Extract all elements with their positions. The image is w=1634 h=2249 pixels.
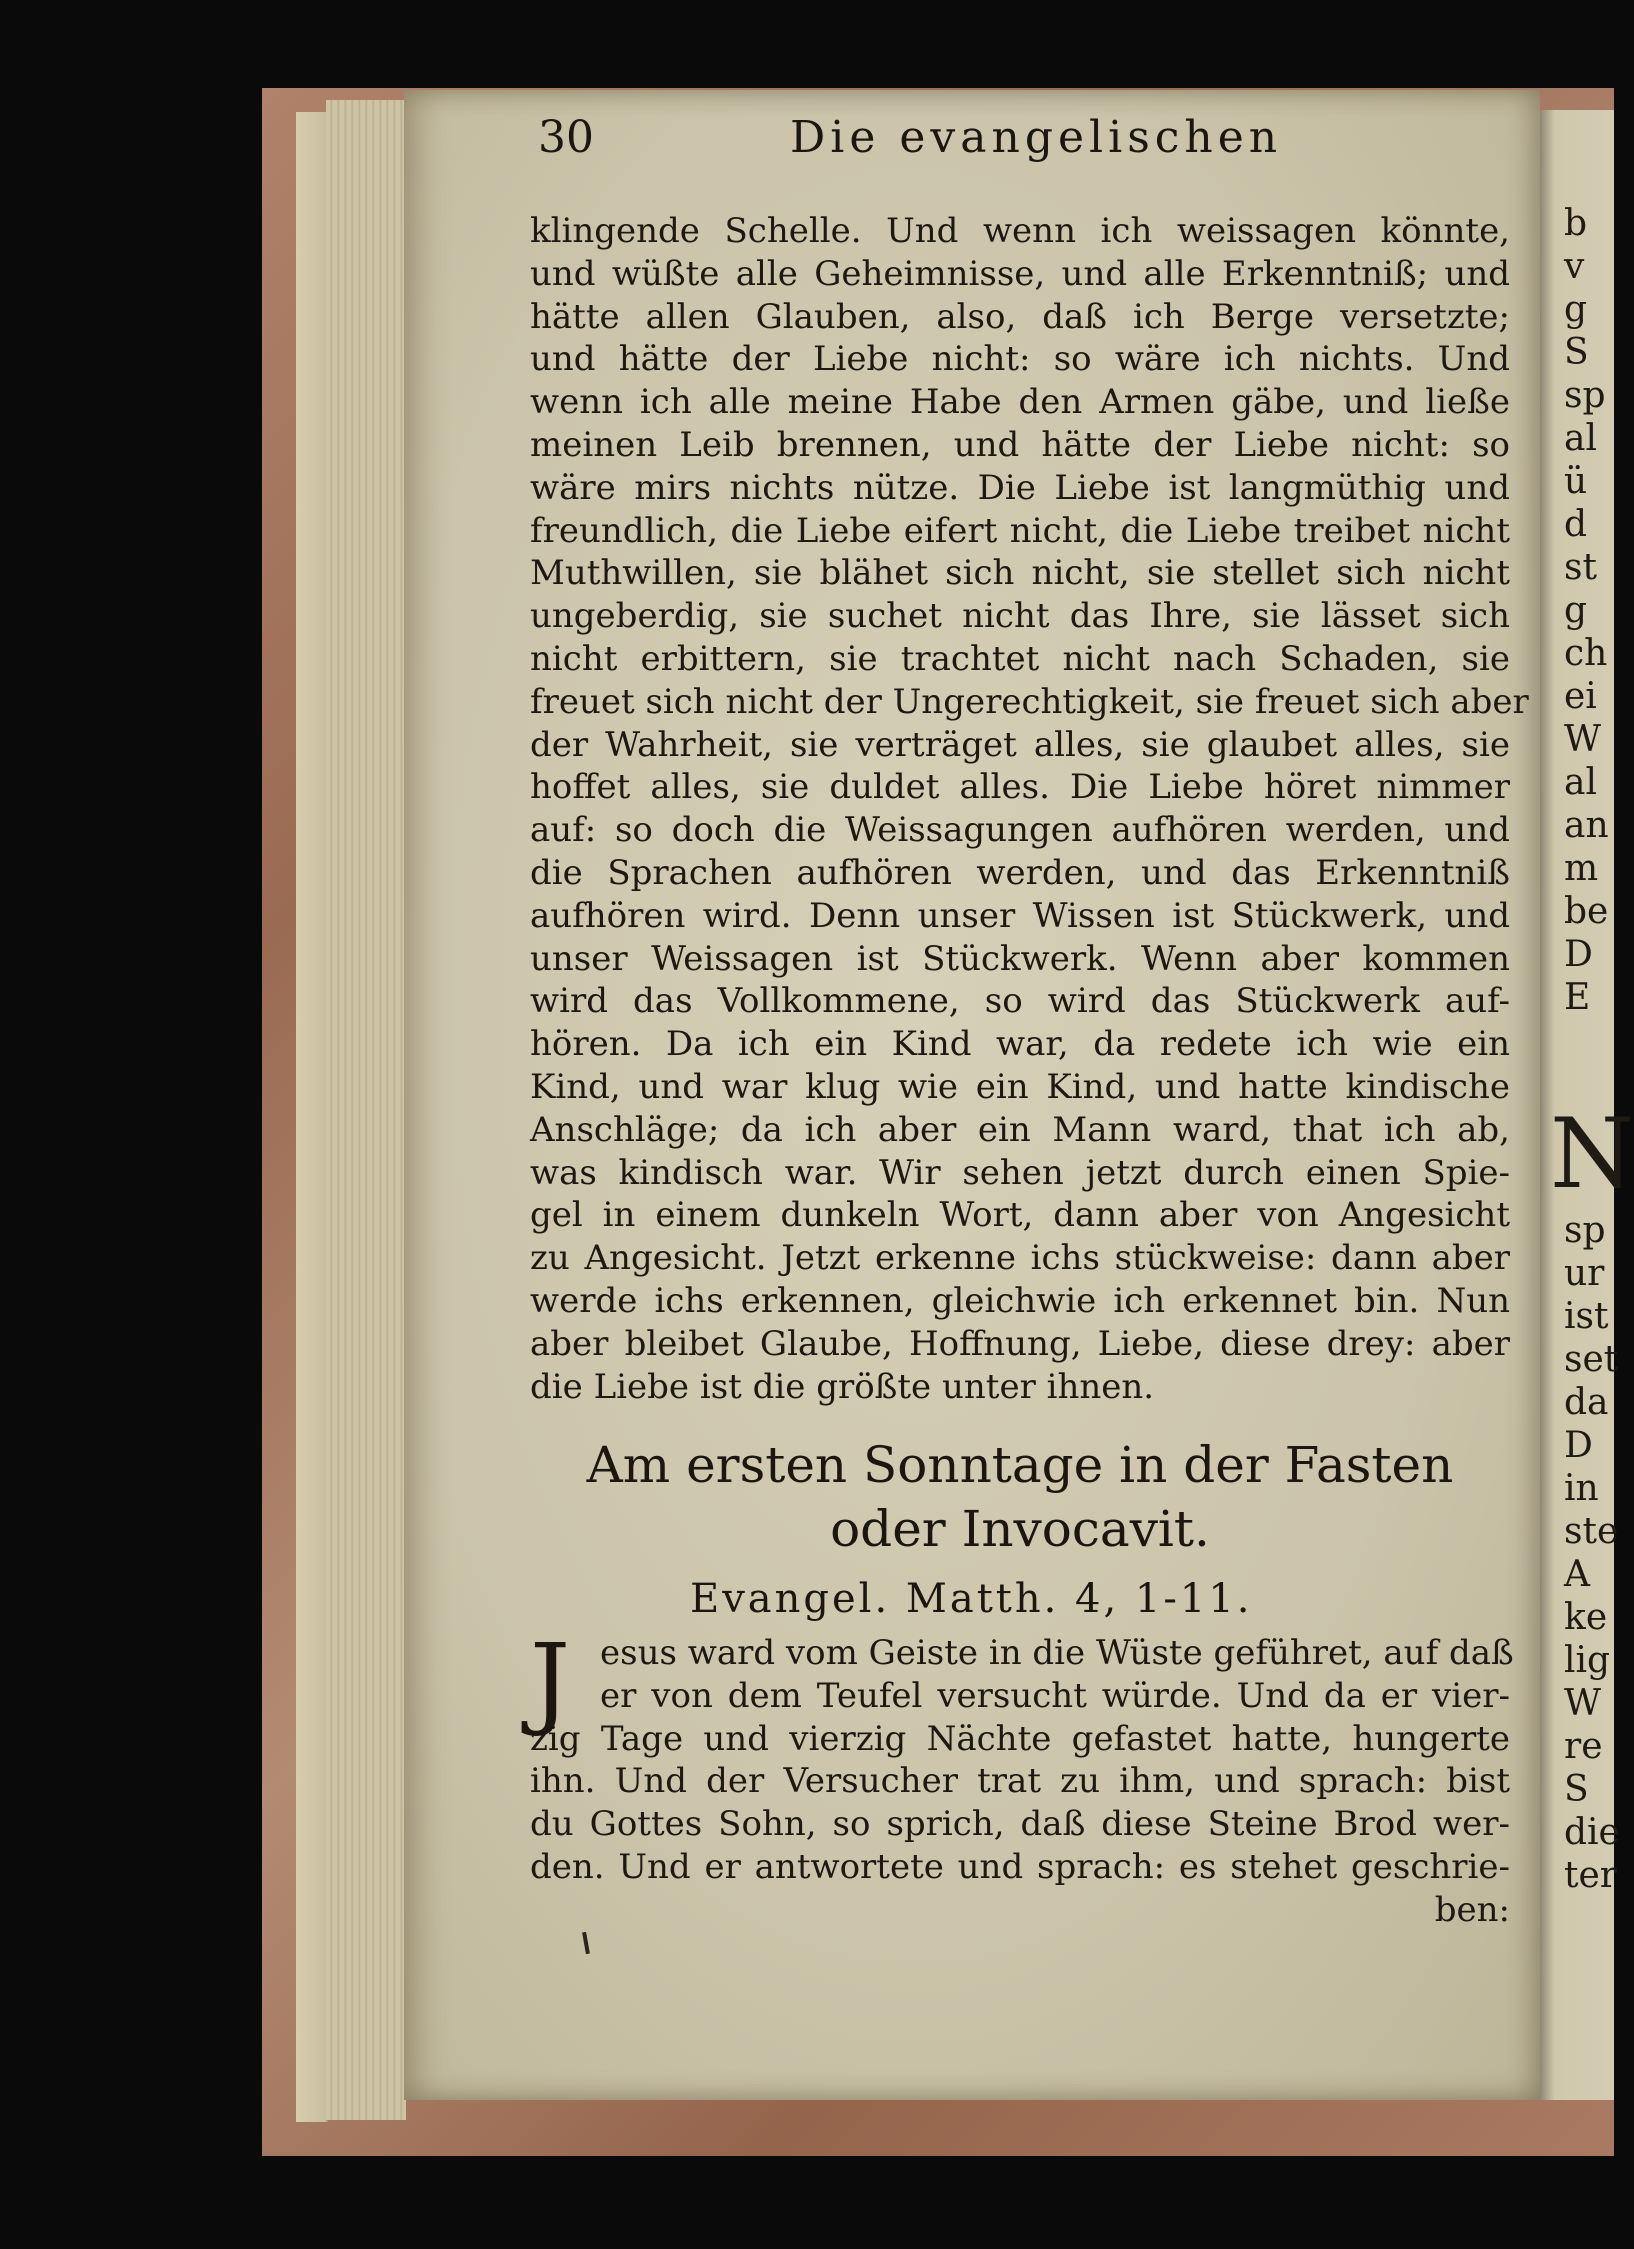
text-line: werde ichs erkennen, gleichwie ich erkennet bin. Nun (530, 1280, 1510, 1321)
right-page-fragment: an (1564, 805, 1609, 846)
epistle-text (530, 210, 1529, 1408)
text-line: Anschläge; da ich aber ein Mann ward, that ich ab, (530, 1109, 1510, 1150)
right-page-fragment: be (1564, 891, 1609, 932)
right-page-fragment: D (1564, 934, 1593, 975)
right-page-big-letter: N (1550, 1098, 1634, 1210)
gospel-reference: Evangel. Matth. 4, 1-11. (690, 1576, 1253, 1622)
right-page-fragment: al (1564, 762, 1597, 803)
right-page-fragment: S (1564, 1769, 1589, 1810)
text-line: aber bleibet Glaube, Hoffnung, Liebe, diese drey: aber (530, 1323, 1510, 1364)
right-page-fragment: ü (1564, 461, 1588, 502)
right-page-fragment: sp (1564, 375, 1606, 416)
right-page-fragment: S (1564, 332, 1589, 373)
text-line: hoffet alles, sie duldet alles. Die Liebe höret nimmer (530, 767, 1510, 808)
right-page-fragment: set (1564, 1339, 1619, 1380)
drop-cap: J (530, 1622, 571, 1739)
cover-inner-edge (296, 112, 328, 2122)
right-page-fragment: b (1564, 203, 1588, 244)
right-page-fragment: g (1564, 590, 1588, 631)
text-line: hätte allen Glauben, also, daß ich Berge versetzte; (530, 296, 1510, 337)
right-page-fragment: E (1564, 977, 1591, 1018)
text-line: was kindisch war. Wir sehen jetzt durch einen Spie- (530, 1152, 1510, 1193)
text-line: die Sprachen aufhören werden, und das Erkenntniß (530, 852, 1510, 893)
right-page-fragment: g (1564, 289, 1588, 330)
gospel-line: den. Und er antwortete und sprach: es stehet geschrie- (530, 1846, 1510, 1887)
gospel-line: esus ward vom Geiste in die Wüste geführet, auf daß (600, 1633, 1514, 1673)
text-line: klingende Schelle. Und wenn ich weissagen könnte, (530, 211, 1510, 251)
text-line: ungeberdig, sie suchet nicht das Ihre, sie lässet sich (530, 596, 1510, 637)
text-line: wird das Vollkommene, so wird das Stückwerk auf- (530, 981, 1510, 1022)
right-page-fragment: al (1564, 418, 1597, 459)
section-heading-line2: oder Invocavit. (830, 1500, 1210, 1558)
gospel-text (530, 1622, 1514, 1932)
text-line: nicht erbittern, sie trachtet nicht nach Schaden, sie (530, 638, 1510, 679)
gospel-line: du Gottes Sohn, so sprich, daß diese Steine Brod wer- (530, 1804, 1510, 1845)
text-line: zu Angesicht. Jetzt erkenne ichs stückweise: dann aber (530, 1238, 1510, 1279)
gospel-line: ihn. Und der Versucher trat zu ihm, und sprach: bist (530, 1761, 1510, 1802)
right-page-fragment: W (1564, 719, 1602, 760)
section-heading-line1: Am ersten Sonntage in der Fasten (586, 1436, 1454, 1494)
text-line: meinen Leib brennen, und hätte der Liebe nicht: so (530, 424, 1510, 465)
text-line: unser Weissagen ist Stückwerk. Wenn aber kommen (530, 938, 1510, 979)
page-stack-edges (326, 100, 406, 2120)
text-line: aufhören wird. Denn unser Wissen ist Stückwerk, und (530, 895, 1510, 936)
right-page-fragment: da (1564, 1382, 1609, 1423)
text-line: freundlich, die Liebe eifert nicht, die Liebe treibet nicht (530, 510, 1510, 551)
right-page-fragment: ke (1564, 1597, 1608, 1638)
right-page-fragment: ist (1564, 1296, 1609, 1337)
text-line: freuet sich nicht der Ungerechtigkeit, sie freuet sich aber (530, 681, 1529, 722)
gospel-line: zig Tage und vierzig Nächte gefastet hatte, hungerte (530, 1718, 1510, 1759)
text-line: die Liebe ist die größte unter ihnen. (530, 1366, 1155, 1407)
right-page-fragment: sp (1564, 1210, 1606, 1251)
right-page-fragment: W (1564, 1683, 1602, 1724)
page-number: 30 (538, 112, 594, 163)
gospel-line: er von dem Teufel versucht würde. Und da er vier- (600, 1675, 1510, 1716)
text-line: Muthwillen, sie blähet sich nicht, sie stellet sich nicht (530, 553, 1510, 594)
text-line: und wüßte alle Geheimnisse, und alle Erkenntniß; und (530, 253, 1510, 294)
right-page-fragment: ei (1564, 676, 1597, 717)
right-page-fragment: m (1564, 848, 1599, 889)
right-page-fragment: ch (1564, 633, 1608, 674)
right-page-fragment: lig (1564, 1640, 1611, 1681)
right-page-fragment: in (1564, 1468, 1599, 1509)
text-line: wenn ich alle meine Habe den Armen gäbe, und ließe (530, 382, 1510, 423)
catchword: ben: (1434, 1889, 1510, 1930)
text-line: und hätte der Liebe nicht: so wäre ich nichts. Und (530, 339, 1510, 380)
text-line: wäre mirs nichts nütze. Die Liebe ist langmüthig und (530, 467, 1510, 508)
text-line: der Wahrheit, sie verträget alles, sie glaubet alles, sie (530, 724, 1510, 765)
text-line: hören. Da ich ein Kind war, da redete ich wie ein (530, 1024, 1510, 1065)
running-title: Die evangelischen (790, 112, 1283, 163)
right-page-fragment: die (1564, 1812, 1620, 1853)
right-page-fragment: ste (1564, 1511, 1619, 1552)
right-page-fragment: D (1564, 1425, 1593, 1466)
right-page-fragment: v (1564, 246, 1585, 287)
text-line: Kind, und war klug wie ein Kind, und hatte kindische (530, 1066, 1510, 1107)
text-line: gel in einem dunkeln Wort, dann aber von Angesicht (530, 1195, 1510, 1236)
right-page-fragment: st (1564, 547, 1597, 588)
page-header (530, 112, 1530, 172)
text-line: auf: so doch die Weissagungen aufhören werden, und (530, 810, 1510, 851)
right-page-fragment: re (1564, 1726, 1603, 1767)
right-page-fragment: A (1564, 1554, 1590, 1595)
right-page-edge (1540, 110, 1634, 2100)
right-page-fragment: ter (1564, 1855, 1617, 1896)
right-page-fragment: ur (1564, 1253, 1605, 1294)
right-page-fragment: d (1564, 504, 1588, 545)
